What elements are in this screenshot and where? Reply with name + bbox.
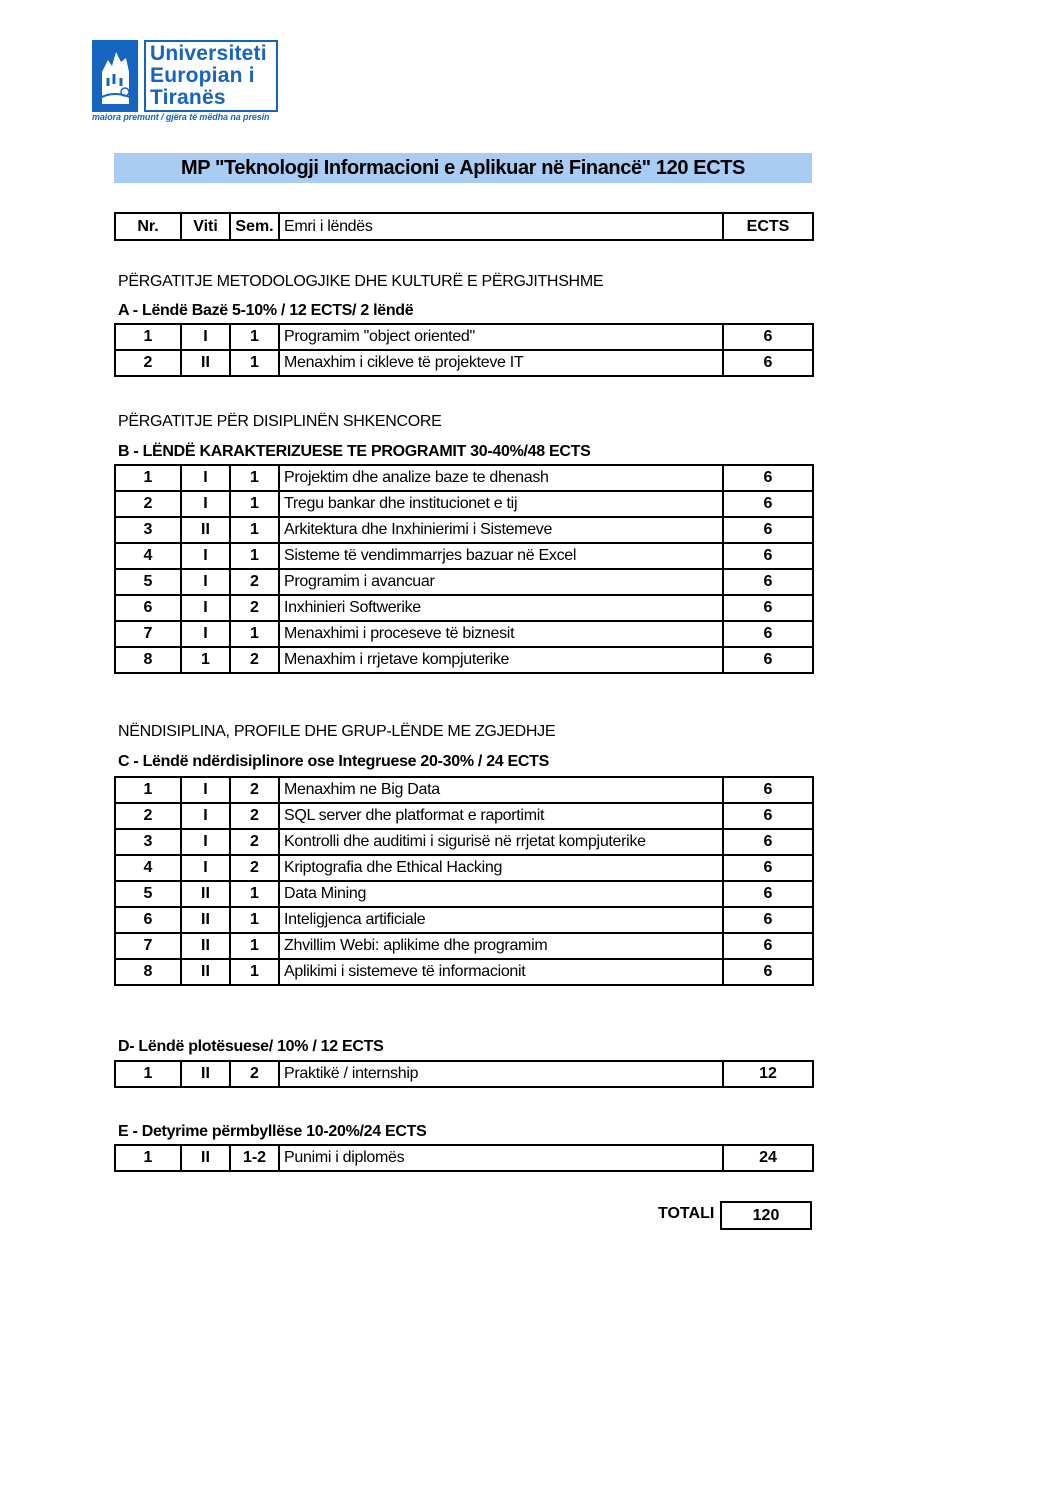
cell-ects: 6 bbox=[723, 959, 813, 985]
cell-course-name: Menaxhim i rrjetave kompjuterike bbox=[279, 647, 723, 673]
cell-nr: 1 bbox=[115, 1145, 181, 1171]
cell-sem: 2 bbox=[230, 855, 279, 881]
cell-ects: 6 bbox=[723, 907, 813, 933]
university-logo bbox=[92, 40, 292, 124]
cell-viti: I bbox=[181, 491, 230, 517]
header-ects: ECTS bbox=[723, 213, 813, 240]
cell-ects: 6 bbox=[723, 324, 813, 350]
cell-ects: 6 bbox=[723, 647, 813, 673]
cell-viti: I bbox=[181, 324, 230, 350]
cell-sem: 2 bbox=[230, 569, 279, 595]
cell-sem: 1 bbox=[230, 907, 279, 933]
cell-sem: 1 bbox=[230, 933, 279, 959]
cell-nr: 3 bbox=[115, 517, 181, 543]
column-header-table bbox=[114, 212, 814, 241]
cell-viti: I bbox=[181, 777, 230, 803]
cell-ects: 6 bbox=[723, 881, 813, 907]
table-row bbox=[115, 647, 813, 673]
cell-nr: 6 bbox=[115, 907, 181, 933]
cell-ects: 6 bbox=[723, 517, 813, 543]
cell-sem: 1 bbox=[230, 491, 279, 517]
cell-course-name: Inxhinieri Softwerike bbox=[279, 595, 723, 621]
table-row bbox=[115, 569, 813, 595]
table-row bbox=[115, 959, 813, 985]
cell-nr: 7 bbox=[115, 621, 181, 647]
logo-line-1: Universiteti bbox=[150, 42, 267, 65]
logo-tagline: maiora premunt / gjëra të mëdha na presin bbox=[92, 112, 270, 122]
cell-viti: I bbox=[181, 803, 230, 829]
cell-nr: 1 bbox=[115, 465, 181, 491]
cell-nr: 1 bbox=[115, 324, 181, 350]
cell-ects: 6 bbox=[723, 777, 813, 803]
table-row bbox=[115, 491, 813, 517]
header-nr: Nr. bbox=[115, 213, 181, 240]
cell-ects: 12 bbox=[723, 1061, 813, 1087]
cell-sem: 2 bbox=[230, 647, 279, 673]
cell-nr: 2 bbox=[115, 803, 181, 829]
group-a-table bbox=[114, 323, 814, 377]
cell-viti: II bbox=[181, 881, 230, 907]
cell-sem: 1 bbox=[230, 621, 279, 647]
cell-sem: 2 bbox=[230, 595, 279, 621]
table-row bbox=[115, 595, 813, 621]
group-e-table bbox=[114, 1144, 814, 1172]
cell-ects: 6 bbox=[723, 491, 813, 517]
table-row bbox=[115, 543, 813, 569]
cell-course-name: Zhvillim Webi: aplikime dhe programim bbox=[279, 933, 723, 959]
cell-course-name: Menaxhimi i proceseve të biznesit bbox=[279, 621, 723, 647]
cell-nr: 8 bbox=[115, 647, 181, 673]
cell-course-name: Inteligjenca artificiale bbox=[279, 907, 723, 933]
table-row bbox=[115, 465, 813, 491]
cell-ects: 6 bbox=[723, 829, 813, 855]
cell-nr: 6 bbox=[115, 595, 181, 621]
cell-ects: 6 bbox=[723, 933, 813, 959]
cell-sem: 2 bbox=[230, 829, 279, 855]
logo-line-3: Tiranës bbox=[150, 86, 226, 109]
cell-course-name: SQL server dhe platformat e raportimit bbox=[279, 803, 723, 829]
cell-nr: 4 bbox=[115, 543, 181, 569]
cell-course-name: Menaxhim i cikleve të projekteve IT bbox=[279, 350, 723, 376]
cell-course-name: Programim i avancuar bbox=[279, 569, 723, 595]
total-value: 120 bbox=[720, 1201, 812, 1230]
table-row bbox=[115, 350, 813, 376]
table-row bbox=[115, 1145, 813, 1171]
cell-nr: 2 bbox=[115, 350, 181, 376]
cell-nr: 5 bbox=[115, 881, 181, 907]
table-row bbox=[115, 881, 813, 907]
cell-ects: 6 bbox=[723, 803, 813, 829]
header-viti: Viti bbox=[181, 213, 230, 240]
cell-nr: 4 bbox=[115, 855, 181, 881]
cell-sem: 2 bbox=[230, 1061, 279, 1087]
cell-sem: 2 bbox=[230, 803, 279, 829]
group-b-label: B - LËNDË KARAKTERIZUESE TE PROGRAMIT 30-40%/48 ECTS bbox=[118, 443, 591, 460]
table-row bbox=[115, 621, 813, 647]
cell-sem: 1 bbox=[230, 350, 279, 376]
cell-viti: II bbox=[181, 1061, 230, 1087]
header-sem: Sem. bbox=[230, 213, 279, 240]
cell-nr: 3 bbox=[115, 829, 181, 855]
cell-course-name: Projektim dhe analize baze te dhenash bbox=[279, 465, 723, 491]
section-heading-metodologjike: PËRGATITJE METODOLOGJIKE DHE KULTURË E PËRGJITHSHME bbox=[118, 273, 604, 290]
cell-viti: 1 bbox=[181, 647, 230, 673]
cell-sem: 1-2 bbox=[230, 1145, 279, 1171]
cell-viti: II bbox=[181, 933, 230, 959]
table-row bbox=[115, 1061, 813, 1087]
cell-nr: 1 bbox=[115, 1061, 181, 1087]
group-d-table bbox=[114, 1060, 814, 1088]
cell-course-name: Aplikimi i sistemeve të informacionit bbox=[279, 959, 723, 985]
cell-sem: 2 bbox=[230, 777, 279, 803]
group-c-label: C - Lëndë ndërdisiplinore ose Integruese 20-30% / 24 ECTS bbox=[118, 753, 550, 770]
cell-course-name: Data Mining bbox=[279, 881, 723, 907]
cell-viti: II bbox=[181, 959, 230, 985]
cell-sem: 1 bbox=[230, 465, 279, 491]
cell-ects: 6 bbox=[723, 543, 813, 569]
group-d-label: D- Lëndë plotësuese/ 10% / 12 ECTS bbox=[118, 1038, 384, 1055]
table-row bbox=[115, 855, 813, 881]
group-c-table bbox=[114, 776, 814, 986]
cell-viti: II bbox=[181, 350, 230, 376]
cell-course-name: Punimi i diplomës bbox=[279, 1145, 723, 1171]
university-name bbox=[144, 40, 278, 112]
cell-ects: 6 bbox=[723, 595, 813, 621]
cell-viti: I bbox=[181, 543, 230, 569]
university-building-icon bbox=[92, 40, 138, 112]
cell-course-name: Praktikë / internship bbox=[279, 1061, 723, 1087]
cell-sem: 1 bbox=[230, 881, 279, 907]
cell-viti: II bbox=[181, 907, 230, 933]
cell-nr: 1 bbox=[115, 777, 181, 803]
cell-ects: 6 bbox=[723, 465, 813, 491]
cell-course-name: Arkitektura dhe Inxhinierimi i Sistemeve bbox=[279, 517, 723, 543]
table-row bbox=[115, 933, 813, 959]
cell-viti: II bbox=[181, 1145, 230, 1171]
cell-nr: 2 bbox=[115, 491, 181, 517]
cell-ects: 6 bbox=[723, 621, 813, 647]
table-header-row bbox=[115, 213, 813, 240]
table-row bbox=[115, 803, 813, 829]
cell-viti: I bbox=[181, 595, 230, 621]
cell-course-name: Programim "object oriented" bbox=[279, 324, 723, 350]
cell-ects: 6 bbox=[723, 569, 813, 595]
cell-viti: I bbox=[181, 465, 230, 491]
cell-ects: 6 bbox=[723, 350, 813, 376]
cell-ects: 24 bbox=[723, 1145, 813, 1171]
section-heading-nendisiplina: NËNDISIPLINA, PROFILE DHE GRUP-LËNDE ME ZGJEDHJE bbox=[118, 723, 556, 740]
cell-ects: 6 bbox=[723, 855, 813, 881]
logo-line-2: Europian i bbox=[150, 64, 255, 87]
cell-course-name: Menaxhim ne Big Data bbox=[279, 777, 723, 803]
cell-nr: 7 bbox=[115, 933, 181, 959]
cell-course-name: Kontrolli dhe auditimi i sigurisë në rrjetat kompjuterike bbox=[279, 829, 723, 855]
cell-viti: I bbox=[181, 569, 230, 595]
section-heading-disiplina: PËRGATITJE PËR DISIPLINËN SHKENCORE bbox=[118, 413, 442, 430]
cell-nr: 8 bbox=[115, 959, 181, 985]
table-row bbox=[115, 829, 813, 855]
group-b-table bbox=[114, 464, 814, 674]
cell-course-name: Sisteme të vendimmarrjes bazuar në Excel bbox=[279, 543, 723, 569]
group-e-label: E - Detyrime përmbyllëse 10-20%/24 ECTS bbox=[118, 1123, 427, 1140]
cell-course-name: Kriptografia dhe Ethical Hacking bbox=[279, 855, 723, 881]
cell-course-name: Tregu bankar dhe institucionet e tij bbox=[279, 491, 723, 517]
cell-sem: 1 bbox=[230, 543, 279, 569]
cell-sem: 1 bbox=[230, 959, 279, 985]
cell-viti: II bbox=[181, 517, 230, 543]
cell-nr: 5 bbox=[115, 569, 181, 595]
cell-viti: I bbox=[181, 829, 230, 855]
total-label: TOTALI bbox=[658, 1205, 715, 1222]
table-row bbox=[115, 517, 813, 543]
cell-sem: 1 bbox=[230, 517, 279, 543]
group-a-label: A - Lëndë Bazë 5-10% / 12 ECTS/ 2 lëndë bbox=[118, 302, 414, 319]
cell-sem: 1 bbox=[230, 324, 279, 350]
table-row bbox=[115, 777, 813, 803]
table-row bbox=[115, 907, 813, 933]
cell-viti: I bbox=[181, 621, 230, 647]
header-name: Emri i lëndës bbox=[279, 213, 723, 240]
table-row bbox=[115, 324, 813, 350]
cell-viti: I bbox=[181, 855, 230, 881]
page-title: MP "Teknologji Informacioni e Aplikuar në Financë" 120 ECTS bbox=[114, 153, 812, 183]
